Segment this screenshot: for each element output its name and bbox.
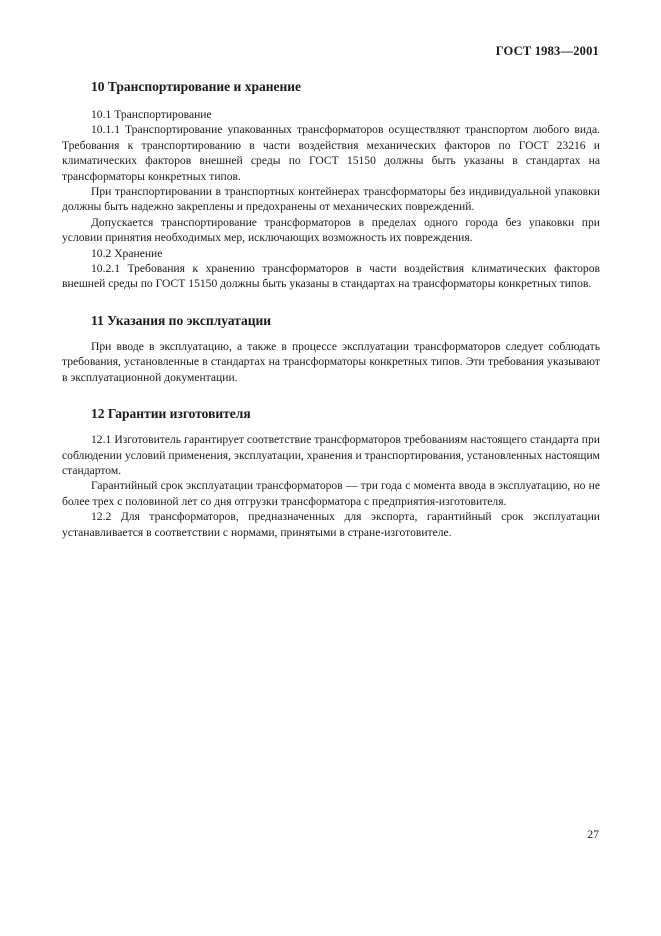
page-number: 27: [587, 828, 599, 841]
paragraph-10-2: 10.2 Хранение: [91, 246, 163, 260]
page-body: [62, 78, 600, 540]
section-spacer: [62, 385, 600, 405]
document-header: ГОСТ 1983—2001: [495, 44, 599, 58]
paragraph-11: При вводе в эксплуатацию, а также в процессе эксплуатации трансформаторов следует соблюдать требования, установленные в стандартах на трансформаторы конкретных типов. Эти требования указывают в эксплуатационной документации.: [62, 339, 600, 384]
paragraph-12-warranty: Гарантийный срок эксплуатации трансформаторов — три года с момента ввода в эксплуатацию, но не более трех с половиной лет со дня отгрузки трансформатора с предприятия-изготовителя.: [62, 479, 600, 508]
paragraph-10-container: При транспортировании в транспортных контейнерах трансформаторы без индивидуальной упаковки должны быть надежно закреплены и предохранены от механических повреждений.: [62, 185, 600, 214]
section-12-title: 12 Гарантии изготовителя: [91, 406, 251, 422]
section-10-title: 10 Транспортирование и хранение: [91, 79, 302, 94]
paragraph-10-2-1: 10.2.1 Требования к хранению трансформаторов в части воздействия климатических факторов внешней среды по ГОСТ 15150 должны быть указаны в стандартах на трансформаторы конкретных типов.: [62, 262, 600, 291]
section-11-title: 11 Указания по эксплуатации: [91, 312, 272, 328]
paragraph-10-1: 10.1 Транспортирование: [91, 108, 212, 121]
paragraph-10-1-1: 10.1.1 Транспортирование упакованных трансформаторов осуществляют транспортом любого вида. Требования к транспортированию в части воздействия механических факторов по ГОСТ 23216 и климатических факторов внешней среды по ГОСТ 15150 должны быть указаны в стандартах на трансформаторы конкретных типов.: [62, 123, 600, 183]
paragraph-12-2: 12.2 Для трансформаторов, предназначенных для экспорта, гарантийный срок эксплуатации устанавливается в соответствии с нормами, принятыми в стране-изготовителе.: [62, 510, 600, 539]
paragraph-12-1: 12.1 Изготовитель гарантирует соответствие трансформаторов требованиям настоящего стандарта при соблюдении условий применения, эксплуатации, хранения и транспортирования, установленных настоящим стандартом.: [62, 433, 600, 477]
paragraph-10-city: Допускается транспортирование трансформаторов в пределах одного города без упаковки при условии принятия необходимых мер, исключающих возможность их повреждения.: [62, 215, 600, 245]
section-spacer: [62, 292, 600, 312]
